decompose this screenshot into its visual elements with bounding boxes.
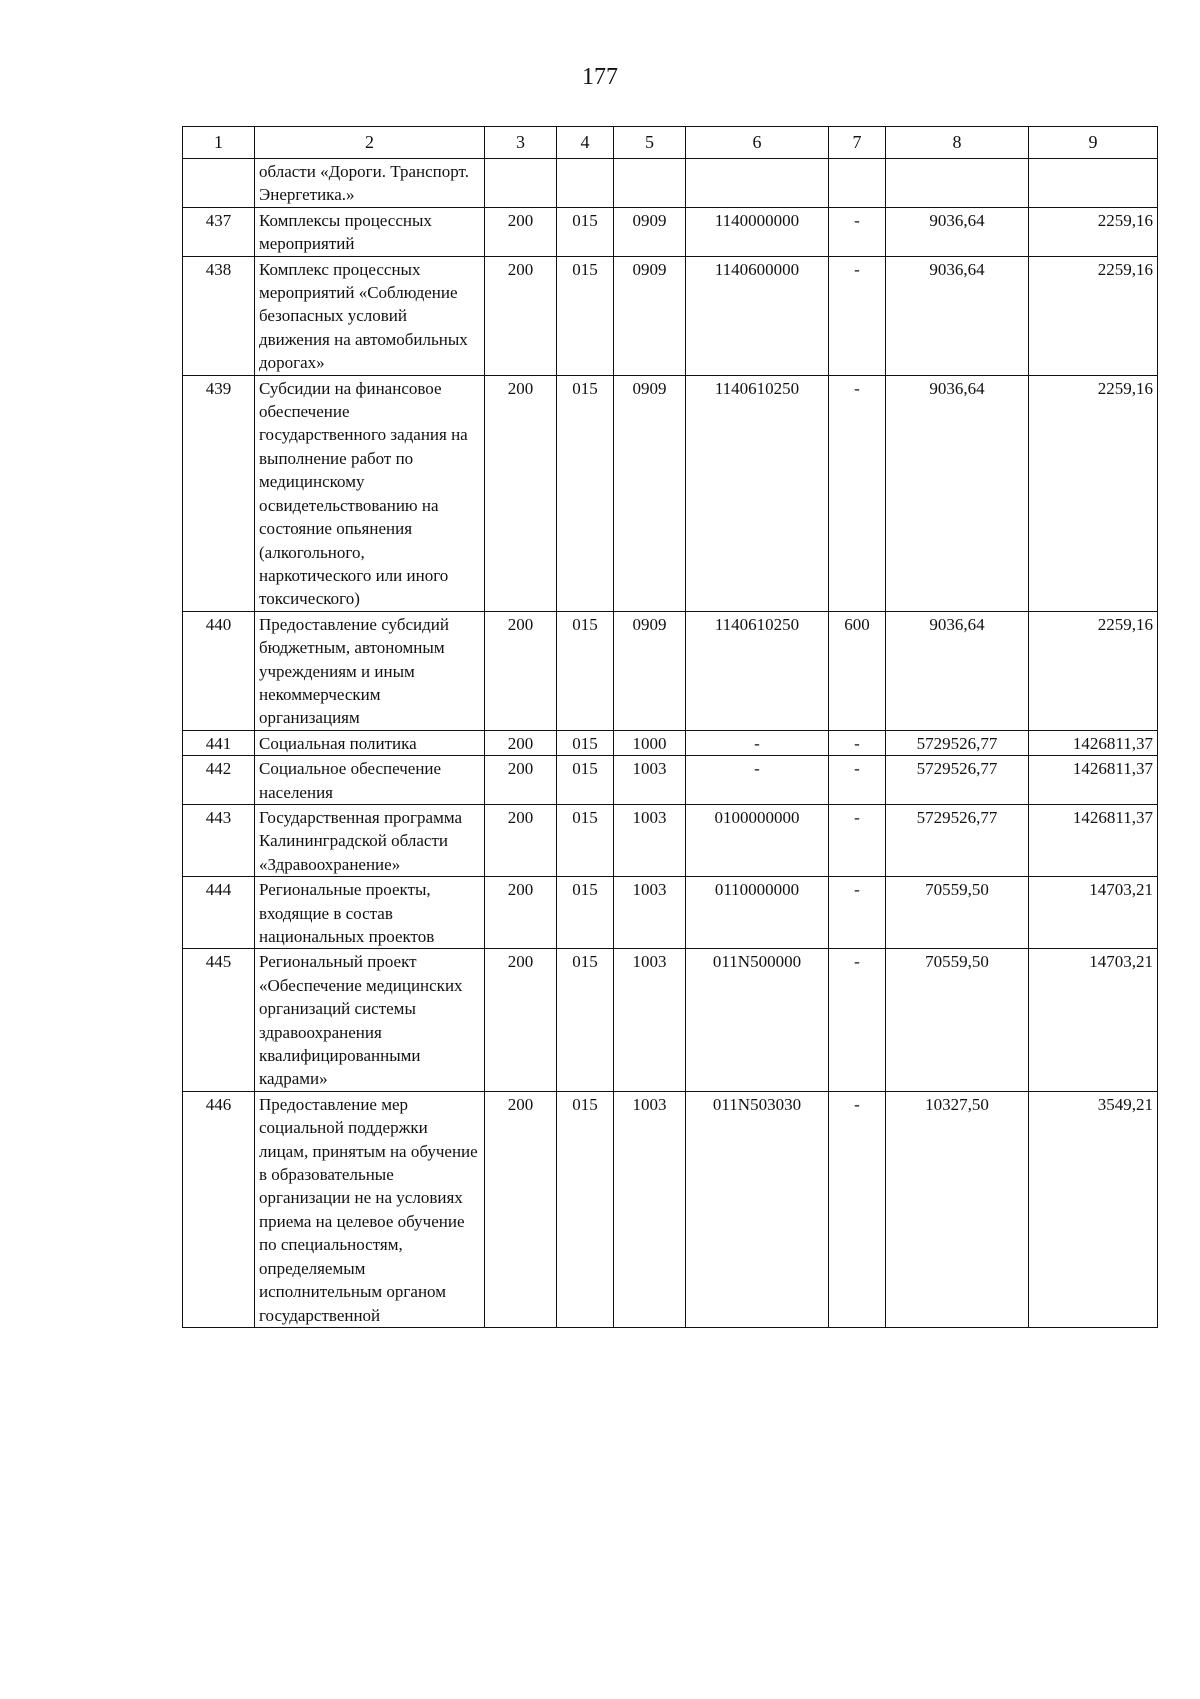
row-col-5: 1003 — [614, 949, 686, 1091]
row-col-5: 0909 — [614, 207, 686, 256]
row-col-5: 1003 — [614, 877, 686, 949]
row-col-5: 1003 — [614, 1091, 686, 1327]
row-col-9: 2259,16 — [1029, 375, 1158, 611]
row-col-9: 3549,21 — [1029, 1091, 1158, 1327]
row-col-8: 9036,64 — [886, 375, 1029, 611]
table-body — [183, 159, 1158, 1328]
row-col-5: 1003 — [614, 804, 686, 876]
row-col-6: 011N500000 — [686, 949, 829, 1091]
row-col-6: 1140610250 — [686, 611, 829, 730]
table-row — [183, 159, 1158, 208]
row-col-3: 200 — [485, 207, 557, 256]
header-col-7: 7 — [829, 127, 886, 159]
row-col-7: - — [829, 207, 886, 256]
row-col-3 — [485, 159, 557, 208]
row-col-9: 1426811,37 — [1029, 804, 1158, 876]
row-number: 438 — [183, 256, 255, 375]
row-col-8: 5729526,77 — [886, 730, 1029, 755]
row-name: области «Дороги. Транспорт. Энергетика.» — [255, 159, 485, 208]
row-col-6: - — [686, 730, 829, 755]
row-col-6: 0110000000 — [686, 877, 829, 949]
header-col-8: 8 — [886, 127, 1029, 159]
row-col-6 — [686, 159, 829, 208]
row-number: 444 — [183, 877, 255, 949]
row-col-7: - — [829, 1091, 886, 1327]
row-col-8: 70559,50 — [886, 877, 1029, 949]
row-number: 441 — [183, 730, 255, 755]
row-col-8: 70559,50 — [886, 949, 1029, 1091]
header-col-1: 1 — [183, 127, 255, 159]
row-number: 437 — [183, 207, 255, 256]
row-number: 442 — [183, 756, 255, 805]
row-col-7: - — [829, 804, 886, 876]
row-col-9: 2259,16 — [1029, 256, 1158, 375]
row-name: Социальная политика — [255, 730, 485, 755]
page-number: 177 — [582, 64, 618, 90]
header-col-6: 6 — [686, 127, 829, 159]
row-col-6: 1140000000 — [686, 207, 829, 256]
row-name: Социальное обеспечение населения — [255, 756, 485, 805]
row-col-5: 1003 — [614, 756, 686, 805]
row-col-9: 2259,16 — [1029, 611, 1158, 730]
row-number: 439 — [183, 375, 255, 611]
row-col-9: 2259,16 — [1029, 207, 1158, 256]
row-col-4: 015 — [557, 756, 614, 805]
table-header — [183, 127, 1158, 159]
row-col-3: 200 — [485, 804, 557, 876]
row-col-6: 1140600000 — [686, 256, 829, 375]
row-name: Региональные проекты, входящие в состав национальных проектов — [255, 877, 485, 949]
row-name: Государственная программа Калининградской области «Здравоохранение» — [255, 804, 485, 876]
table-row — [183, 256, 1158, 375]
table-row — [183, 375, 1158, 611]
row-col-7: - — [829, 730, 886, 755]
row-col-5 — [614, 159, 686, 208]
row-col-8: 9036,64 — [886, 256, 1029, 375]
header-col-2: 2 — [255, 127, 485, 159]
table-row — [183, 730, 1158, 755]
row-col-8: 9036,64 — [886, 207, 1029, 256]
row-number: 445 — [183, 949, 255, 1091]
header-col-4: 4 — [557, 127, 614, 159]
row-col-6: - — [686, 756, 829, 805]
row-col-3: 200 — [485, 375, 557, 611]
table-row — [183, 949, 1158, 1091]
row-col-3: 200 — [485, 756, 557, 805]
row-col-7: - — [829, 756, 886, 805]
row-col-4: 015 — [557, 1091, 614, 1327]
row-col-3: 200 — [485, 877, 557, 949]
row-name: Комплексы процессных мероприятий — [255, 207, 485, 256]
row-name: Субсидии на финансовое обеспечение государственного задания на выполнение работ по медицинскому освидетельствованию на состояние опьянения (алкогольного, наркотического или иного токсического) — [255, 375, 485, 611]
budget-table — [182, 126, 1158, 1328]
row-col-9: 14703,21 — [1029, 877, 1158, 949]
row-col-3: 200 — [485, 256, 557, 375]
row-col-4: 015 — [557, 730, 614, 755]
row-col-4: 015 — [557, 611, 614, 730]
row-col-8: 5729526,77 — [886, 756, 1029, 805]
header-col-9: 9 — [1029, 127, 1158, 159]
row-col-6: 1140610250 — [686, 375, 829, 611]
row-col-6: 0100000000 — [686, 804, 829, 876]
header-col-5: 5 — [614, 127, 686, 159]
row-name: Предоставление мер социальной поддержки лицам, принятым на обучение в образовательные организации не на условиях приема на целевое обучение по специальностям, определяемым исполнительным органом государственной — [255, 1091, 485, 1327]
row-col-9: 1426811,37 — [1029, 730, 1158, 755]
row-col-9: 14703,21 — [1029, 949, 1158, 1091]
row-col-4: 015 — [557, 256, 614, 375]
row-col-3: 200 — [485, 611, 557, 730]
row-number — [183, 159, 255, 208]
row-col-3: 200 — [485, 730, 557, 755]
row-col-3: 200 — [485, 1091, 557, 1327]
table-row — [183, 1091, 1158, 1327]
row-col-8 — [886, 159, 1029, 208]
row-col-4 — [557, 159, 614, 208]
row-col-9: 1426811,37 — [1029, 756, 1158, 805]
row-name: Региональный проект «Обеспечение медицинских организаций системы здравоохранения квалифицированными кадрами» — [255, 949, 485, 1091]
header-row — [183, 127, 1158, 159]
table-row — [183, 804, 1158, 876]
table-row — [183, 207, 1158, 256]
row-col-4: 015 — [557, 877, 614, 949]
row-col-8: 9036,64 — [886, 611, 1029, 730]
table-row — [183, 756, 1158, 805]
row-col-4: 015 — [557, 375, 614, 611]
table-row — [183, 877, 1158, 949]
row-col-5: 0909 — [614, 375, 686, 611]
row-col-8: 5729526,77 — [886, 804, 1029, 876]
row-col-6: 011N503030 — [686, 1091, 829, 1327]
row-number: 443 — [183, 804, 255, 876]
row-col-9 — [1029, 159, 1158, 208]
row-col-7: - — [829, 375, 886, 611]
row-col-7: 600 — [829, 611, 886, 730]
row-col-7: - — [829, 877, 886, 949]
row-number: 446 — [183, 1091, 255, 1327]
row-col-7: - — [829, 949, 886, 1091]
header-col-3: 3 — [485, 127, 557, 159]
row-number: 440 — [183, 611, 255, 730]
row-name: Комплекс процессных мероприятий «Соблюдение безопасных условий движения на автомобильных дорогах» — [255, 256, 485, 375]
row-col-4: 015 — [557, 207, 614, 256]
row-col-5: 0909 — [614, 256, 686, 375]
row-col-7 — [829, 159, 886, 208]
row-col-5: 1000 — [614, 730, 686, 755]
row-name: Предоставление субсидий бюджетным, автономным учреждениям и иным некоммерческим организациям — [255, 611, 485, 730]
row-col-5: 0909 — [614, 611, 686, 730]
table-row — [183, 611, 1158, 730]
row-col-3: 200 — [485, 949, 557, 1091]
row-col-4: 015 — [557, 949, 614, 1091]
row-col-8: 10327,50 — [886, 1091, 1029, 1327]
row-col-7: - — [829, 256, 886, 375]
row-col-4: 015 — [557, 804, 614, 876]
